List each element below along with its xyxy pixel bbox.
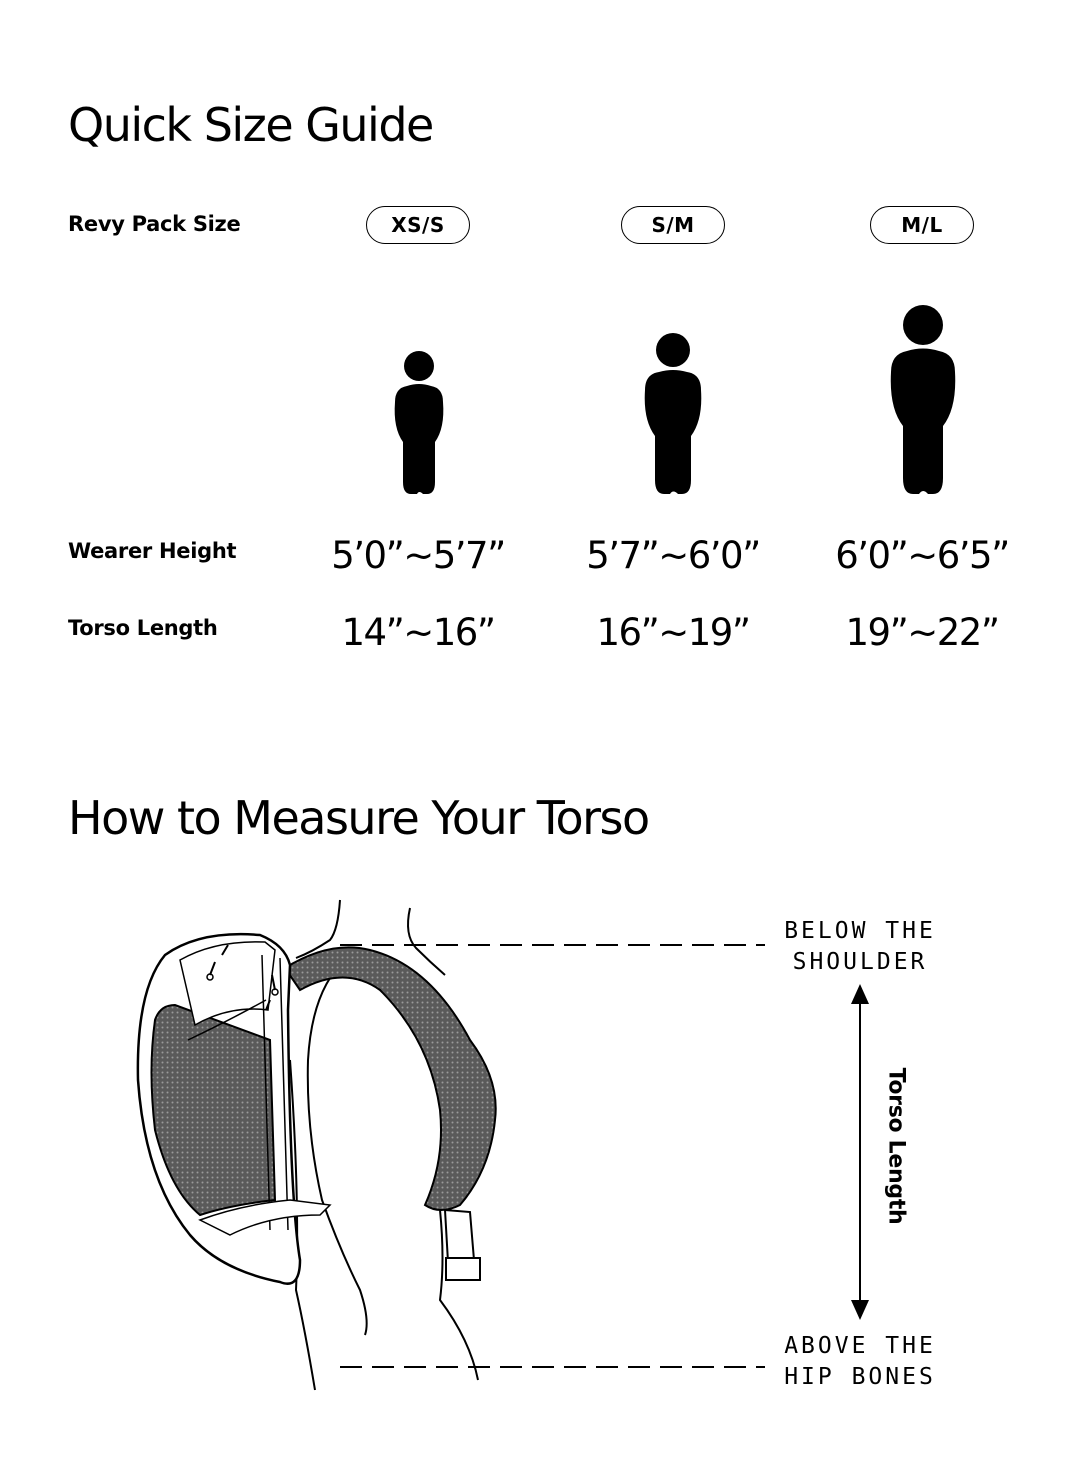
torso-length-axis-label: Torso Length — [883, 1067, 909, 1225]
quick-size-guide-title: Quick Size Guide — [68, 98, 433, 152]
height-value-m-l: 6’0”~6’5” — [835, 534, 1009, 577]
hip-marker-label: ABOVE THE HIP BONES — [784, 1333, 936, 1390]
torso-value-xs-s: 14”~16” — [341, 611, 495, 654]
height-value-xs-s: 5’0”~5’7” — [331, 534, 505, 577]
wearer-height-label: Wearer Height — [68, 539, 237, 563]
person-silhouette-icon-large — [885, 304, 961, 496]
person-silhouette-icon-medium — [640, 332, 706, 496]
torso-value-m-l: 19”~22” — [845, 611, 999, 654]
person-silhouette-icon-small — [389, 350, 449, 496]
measure-torso-title: How to Measure Your Torso — [68, 791, 649, 845]
height-value-s-m: 5’7”~6’0” — [586, 534, 760, 577]
shoulder-marker-label: BELOW THE SHOULDER — [784, 918, 936, 975]
pack-size-label: Revy Pack Size — [68, 212, 241, 236]
size-pill-s-m: S/M — [621, 206, 725, 244]
size-pill-m-l: M/L — [870, 206, 974, 244]
torso-value-s-m: 16”~19” — [596, 611, 750, 654]
torso-length-label: Torso Length — [68, 616, 218, 640]
size-pill-xs-s: XS/S — [366, 206, 470, 244]
